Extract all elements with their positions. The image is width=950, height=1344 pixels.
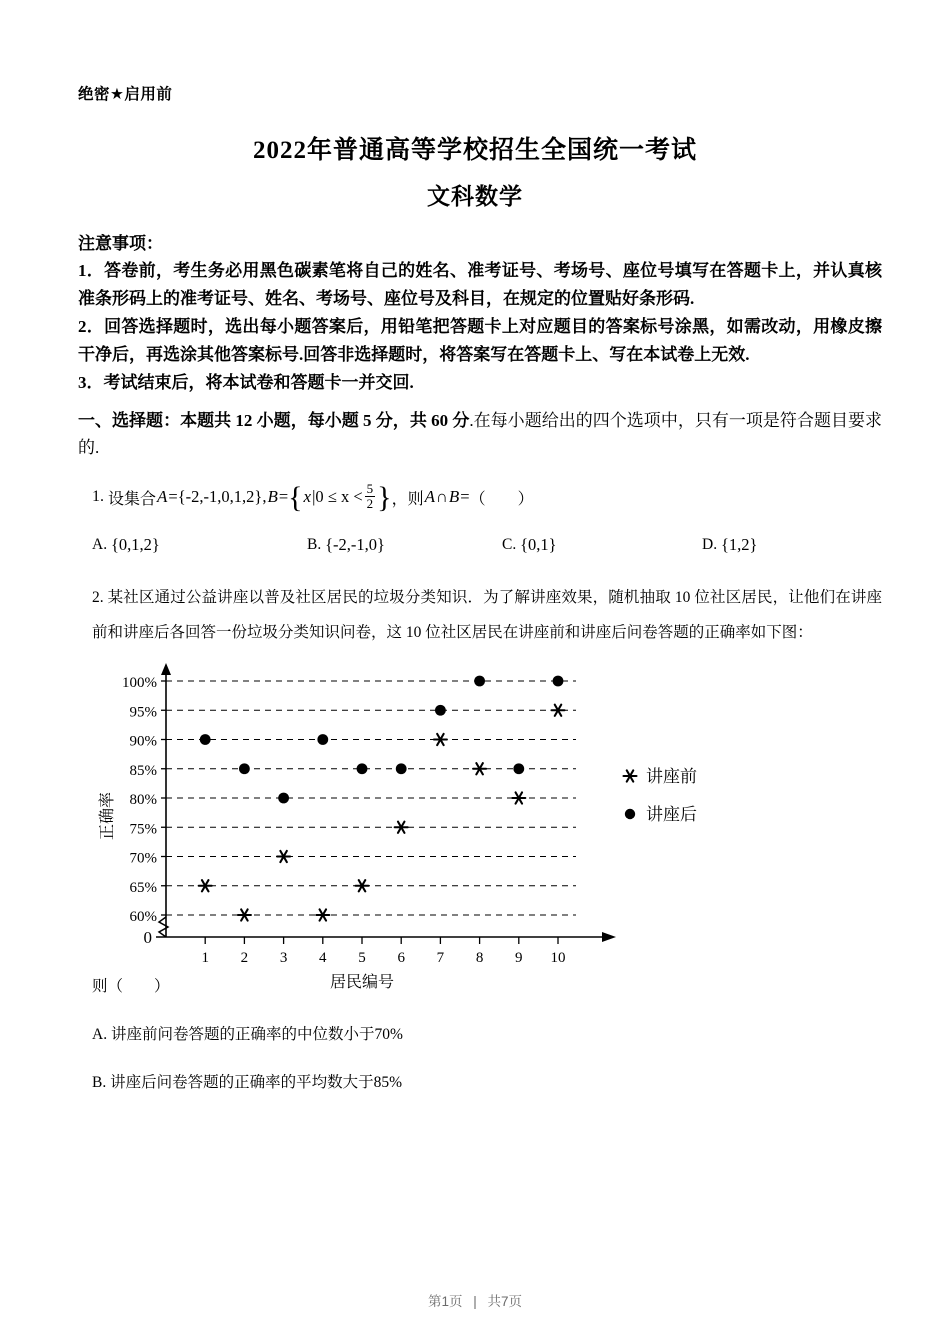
point-讲座前-5 [356, 880, 369, 891]
section-label: 一、选择题： [78, 410, 181, 430]
option-b-label: B. [307, 536, 322, 554]
option-d-label: D. [702, 536, 718, 554]
set-b-equals: = [278, 487, 289, 507]
origin-label: 0 [143, 928, 152, 948]
page-subtitle: 文科数学 [427, 184, 523, 209]
y-tick-label-85: 85% [129, 762, 157, 779]
option-d-text: {1,2} [720, 535, 758, 555]
question-2-stem [92, 581, 882, 651]
question-2-option-b[interactable] [92, 1070, 882, 1092]
legend-marker-讲座前 [624, 770, 637, 781]
legend-label-讲座后: 讲座后 [646, 805, 697, 825]
point-讲座前-8 [473, 763, 486, 774]
set-b-variable: x [303, 487, 312, 507]
notice-item-1: 1．答卷前，考生务必用黑色碳素笔将自己的姓名、准考证号、考场号、座位号填写在答题卡上，并认真核准条形码上的准考证号、姓名、考场号、座位号及科目，在规定的位置贴好条形码. [78, 261, 882, 308]
option-c[interactable] [502, 535, 702, 555]
x-tick-label-1: 1 [201, 950, 209, 967]
point-讲座前-3 [277, 851, 290, 862]
set-a-equals: = [168, 487, 178, 507]
y-tick-label-100: 100% [122, 675, 157, 692]
section-body-bold: 本题共 12 小题，每小题 5 分，共 60 分 [180, 410, 470, 430]
y-tick-label-65: 65% [129, 879, 157, 896]
x-tick-label-4: 4 [319, 950, 327, 967]
point-讲座后-10 [553, 676, 564, 687]
set-b-bar: | [312, 487, 316, 507]
y-axis-arrow [161, 663, 171, 675]
y-tick-label-75: 75% [129, 821, 157, 838]
question-1-then: ，则 [391, 490, 424, 508]
question-1-number: 1. [92, 488, 104, 506]
option-d[interactable] [702, 535, 757, 555]
legend-label-讲座前: 讲座前 [646, 767, 697, 787]
section-body-rest: .在每小题给出的四个选项中，只有一项是符合题目要求的. [78, 410, 883, 457]
option-a-label: A. [92, 536, 108, 554]
option-c-label: C. [502, 536, 517, 554]
x-tick-label-10: 10 [550, 950, 566, 967]
footer-current-page: 第1页 [427, 1294, 463, 1309]
stem-comma: , [262, 487, 267, 507]
question-1-stem [78, 481, 882, 515]
point-讲座前-9 [512, 792, 525, 803]
x-tick-label-5: 5 [358, 950, 366, 967]
option-b[interactable] [307, 535, 502, 555]
point-讲座后-8 [474, 676, 485, 687]
point-讲座前-7 [434, 734, 447, 745]
x-tick-label-7: 7 [436, 950, 445, 967]
point-讲座前-10 [552, 705, 565, 716]
accuracy-scatter-chart [88, 663, 882, 992]
x-tick-label-9: 9 [515, 950, 523, 967]
point-讲座后-6 [396, 763, 407, 774]
set-b-name: B [267, 487, 278, 507]
question-2-option-b-label: B. [92, 1074, 107, 1092]
footer-total-pages: 共7页 [487, 1294, 523, 1309]
question-2-option-b-text: 讲座后问卷答题的正确率的平均数大于85% [110, 1074, 403, 1092]
page-title: 2022年普通高等学校招生全国统一考试 [252, 137, 697, 164]
legend-marker-讲座后 [625, 809, 635, 819]
question-2-text: 某社区通过公益讲座以普及社区居民的垃圾分类知识．为了解讲座效果，随机抽取 10 位社区居民，让他们在讲座前和讲座后各回答一份垃圾分类知识问卷，这 10 位社区居民在讲座前和讲座后问卷答题的正确率如下图： [92, 589, 882, 642]
chart-svg [88, 663, 708, 992]
notice-item-2: 2．回答选择题时，选出每小题答案后，用铅笔把答题卡上对应题目的答案标号涂黑，如需改动，用橡皮擦干净后，再选涂其他答案标号.回答非选择题时，将答案写在答题卡上、写在本试卷上无效. [78, 317, 882, 364]
expr-set-b: B [448, 487, 460, 507]
x-tick-label-2: 2 [240, 950, 249, 967]
set-a-value: {-2,-1,0,1,2} [177, 487, 263, 507]
x-tick-label-6: 6 [397, 950, 405, 967]
question-1-lead: 设集合 [108, 490, 157, 508]
question-1-options [78, 535, 882, 555]
x-tick-label-3: 3 [279, 950, 288, 967]
y-tick-label-60: 60% [129, 909, 157, 926]
question-2-answers [78, 974, 882, 1092]
point-讲座后-2 [239, 763, 250, 774]
y-tick-label-90: 90% [129, 733, 157, 750]
question-2-number: 2. [92, 589, 104, 607]
y-tick-label-95: 95% [129, 704, 157, 721]
footer-separator: | [473, 1294, 477, 1309]
fraction-five-halves [365, 482, 376, 510]
question-2-option-a-text: 讲座前问卷答题的正确率的中位数小于70% [110, 1026, 403, 1044]
y-axis-label: 正确率 [99, 792, 116, 841]
point-讲座后-4 [317, 734, 328, 745]
option-a[interactable] [92, 535, 307, 555]
point-讲座前-2 [238, 909, 251, 920]
left-brace: { [288, 481, 303, 515]
section-heading [78, 407, 882, 461]
page-footer [0, 1290, 950, 1310]
point-讲座前-6 [395, 822, 408, 833]
intersection-icon: ∩ [435, 487, 448, 507]
question-2 [78, 581, 882, 651]
question-2-then[interactable]: 则（ ） [92, 978, 170, 996]
x-axis-label: 居民编号 [329, 974, 395, 992]
point-讲座前-1 [199, 880, 212, 891]
question-1-answer-blank[interactable]: （ ） [469, 490, 534, 508]
expr-set-a: A [424, 487, 435, 507]
right-brace: } [377, 481, 392, 515]
point-讲座后-7 [435, 705, 446, 716]
option-a-text: {0,1,2} [110, 535, 160, 555]
point-讲座后-5 [357, 763, 368, 774]
y-tick-label-80: 80% [129, 792, 157, 809]
set-a-name: A [157, 487, 168, 507]
question-2-option-a[interactable] [92, 1022, 882, 1044]
question-2-option-a-label: A. [92, 1026, 108, 1044]
y-tick-label-70: 70% [129, 850, 157, 867]
point-讲座后-9 [513, 763, 524, 774]
point-讲座后-3 [278, 793, 289, 804]
option-c-text: {0,1} [520, 535, 557, 555]
notice-heading: 注意事项： [78, 234, 163, 253]
point-讲座前-4 [316, 909, 329, 920]
point-讲座后-1 [200, 734, 211, 745]
x-tick-label-8: 8 [475, 950, 484, 967]
expr-equals: = [460, 487, 470, 507]
notice-item-3: 3．考试结束后，将本试卷和答题卡一并交回. [78, 373, 414, 393]
fraction-numerator: 5 [366, 481, 374, 497]
fraction-denominator: 2 [366, 495, 374, 511]
set-b-condition: 0 ≤ x < [315, 487, 363, 507]
x-axis-arrow [602, 932, 616, 942]
option-b-text: {-2,-1,0} [325, 535, 385, 555]
secret-notice: 绝密★启用前 [78, 86, 173, 103]
